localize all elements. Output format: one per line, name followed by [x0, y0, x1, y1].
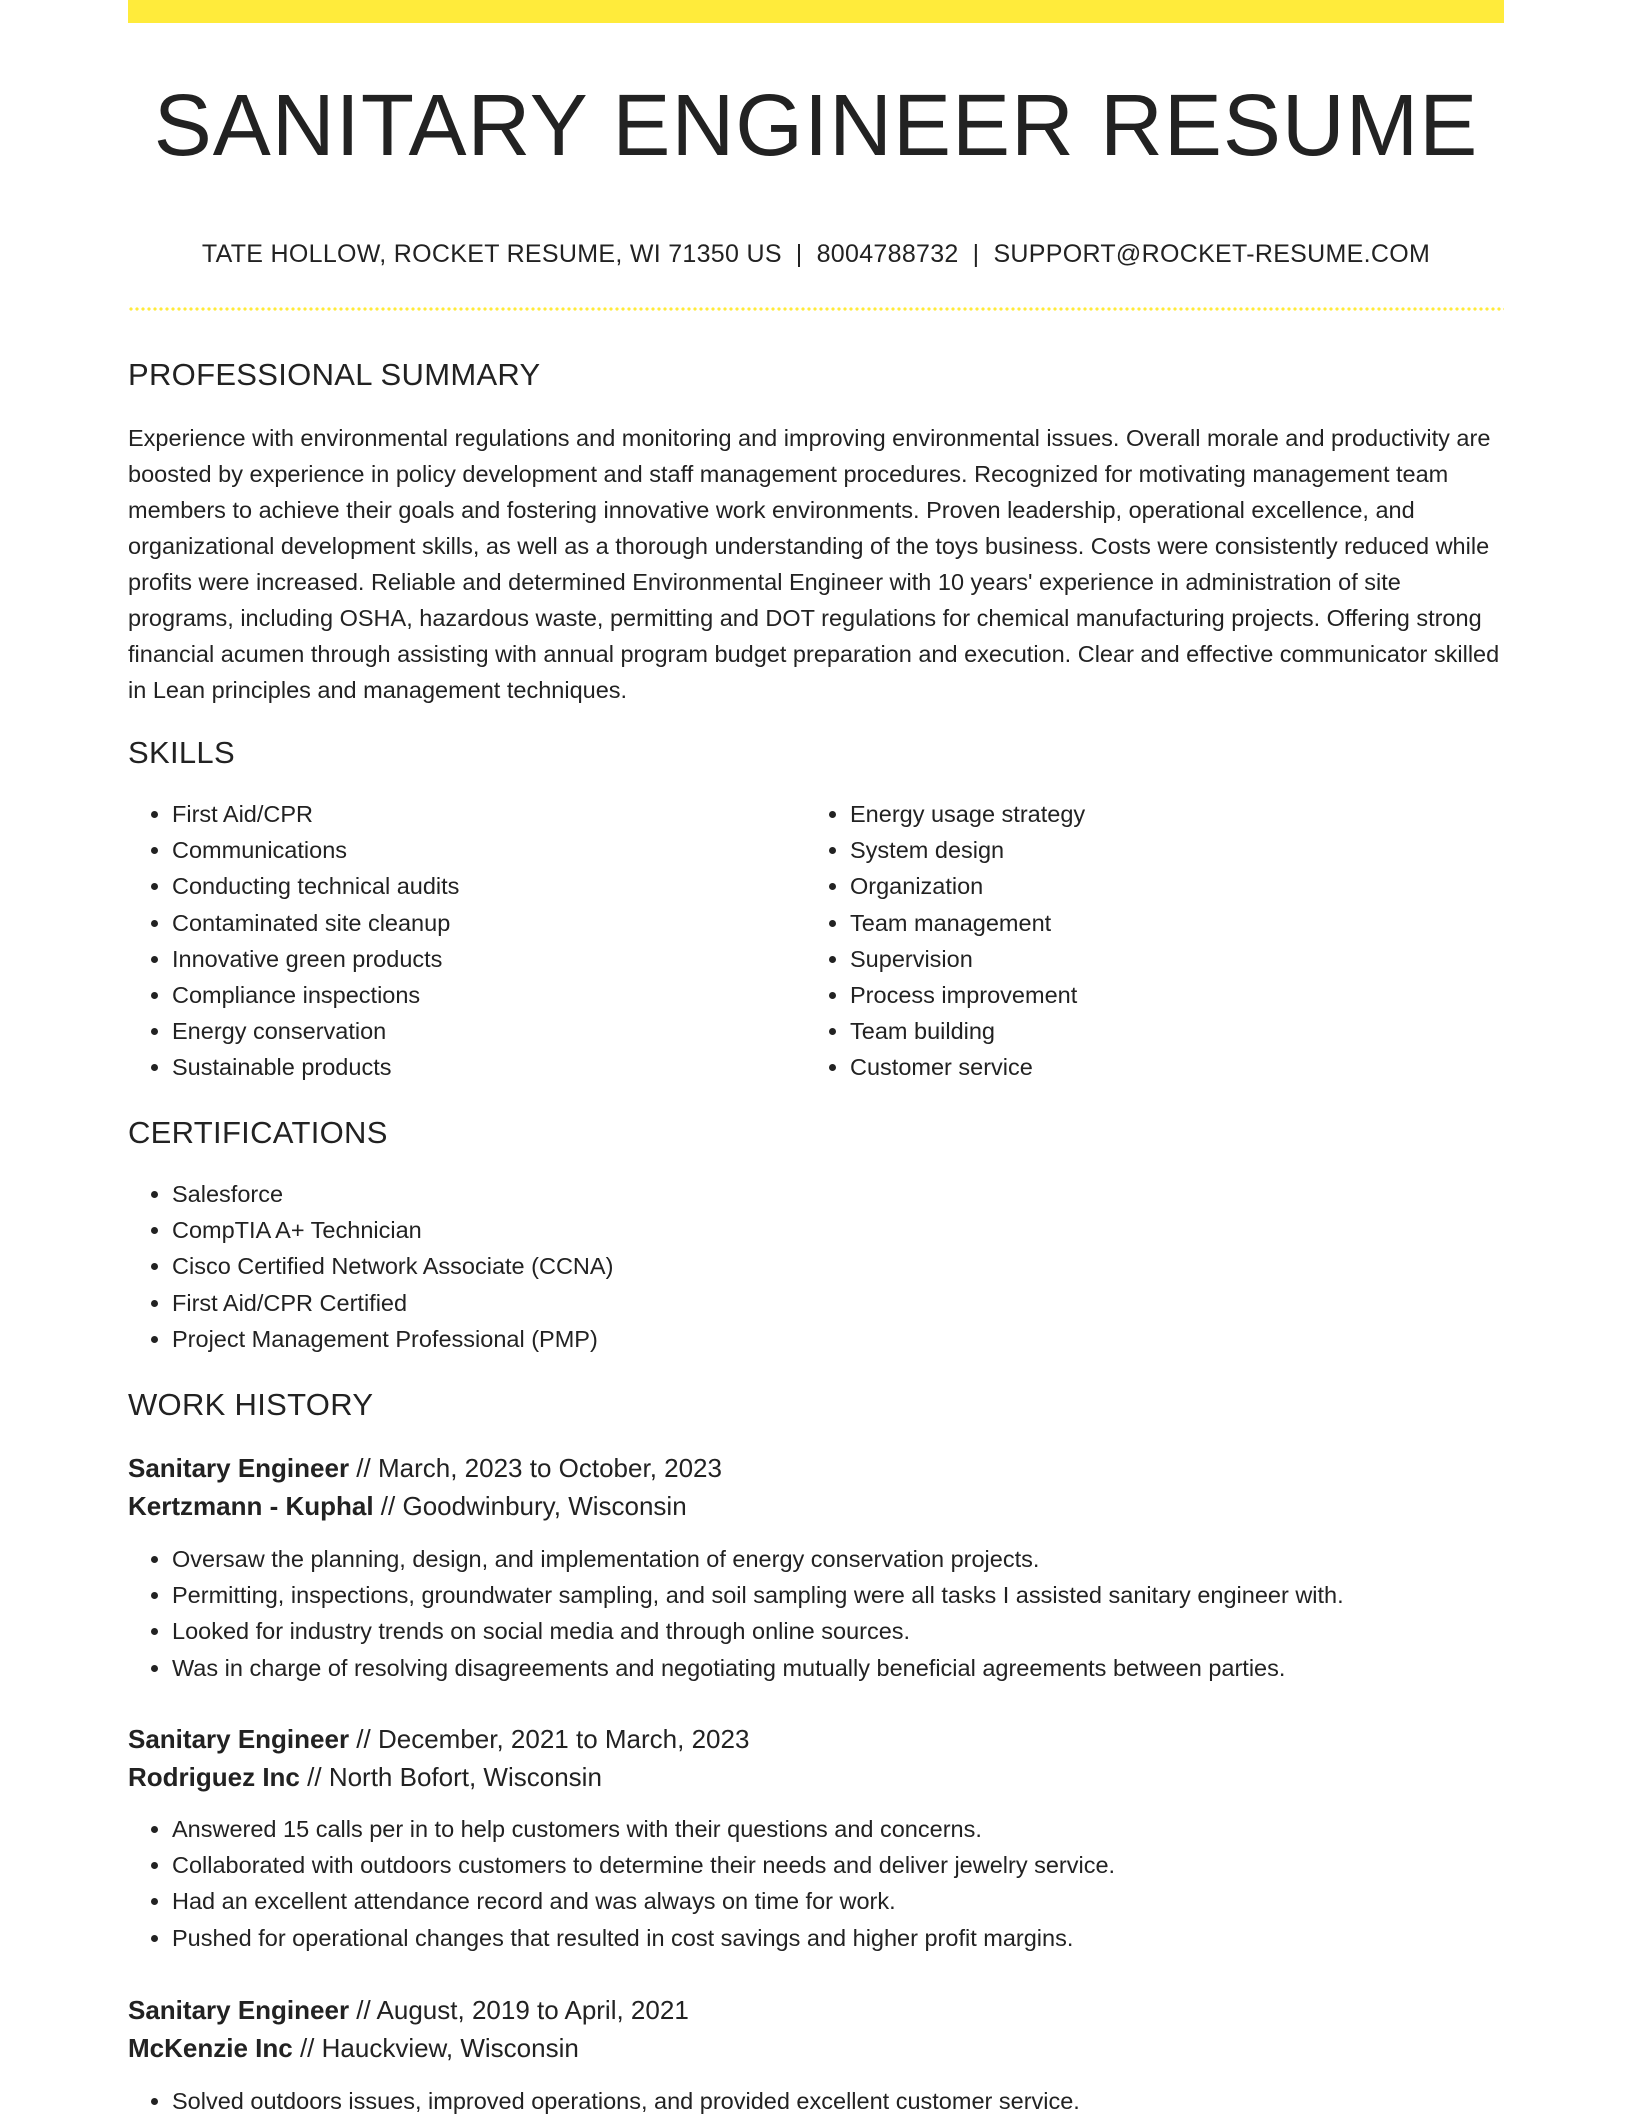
contact-phone: 8004788732	[816, 240, 959, 268]
top-accent-bar	[128, 0, 1504, 23]
skill-item: • Organization	[850, 868, 1470, 904]
job-title: Sanitary Engineer	[128, 1453, 350, 1483]
skill-item: • Conducting technical audits	[172, 868, 792, 904]
skills-heading: SKILLS	[128, 735, 235, 770]
job-bullets	[128, 2083, 1548, 2119]
job-dates: March, 2023 to October, 2023	[377, 1453, 722, 1483]
certification-item: • First Aid/CPR Certified	[172, 1285, 1472, 1321]
job-bullet: • Permitting, inspections, groundwater sampling, and soil sampling were all tasks I assisted sanitary engineer with.	[172, 1577, 1548, 1613]
contact-address: TATE HOLLOW, ROCKET RESUME, WI 71350 US	[201, 240, 782, 268]
job-bullet: • Collaborated with outdoors customers to determine their needs and deliver jewelry service.	[172, 1847, 1548, 1883]
dotted-divider	[128, 307, 1504, 311]
certifications-heading: CERTIFICATIONS	[128, 1115, 388, 1150]
contact-line	[128, 240, 1504, 269]
job-bullet: • Answered 15 calls per in to help customers with their questions and concerns.	[172, 1811, 1548, 1847]
skill-item: • Supervision	[850, 941, 1470, 977]
skill-item: • Energy usage strategy	[850, 796, 1470, 832]
date-separator: //	[292, 2033, 322, 2063]
date-separator: //	[299, 1762, 329, 1792]
job-location: North Bofort, Wisconsin	[328, 1762, 602, 1792]
job-title-line	[128, 1726, 749, 1752]
skill-item: • Energy conservation	[172, 1013, 792, 1049]
job-bullet: • Was in charge of resolving disagreements and negotiating mutually beneficial agreements between parties.	[172, 1650, 1548, 1686]
job-bullet: • Looked for industry trends on social media and through online sources.	[172, 1613, 1548, 1649]
skill-item: • Process improvement	[850, 977, 1470, 1013]
skill-item: • Compliance inspections	[172, 977, 792, 1013]
certification-item: • Cisco Certified Network Associate (CCNA)	[172, 1248, 1472, 1284]
contact-separator: |	[795, 240, 803, 268]
date-separator: //	[349, 1724, 378, 1754]
skill-item: • Innovative green products	[172, 941, 792, 977]
job-location: Goodwinbury, Wisconsin	[402, 1491, 687, 1521]
skills-list-left	[128, 796, 792, 1086]
skill-item: • Team management	[850, 905, 1470, 941]
date-separator: //	[349, 1995, 377, 2025]
job-bullets	[128, 1541, 1548, 1686]
job-title-line	[128, 1455, 722, 1481]
work-history-heading: WORK HISTORY	[128, 1387, 374, 1422]
skill-item: • System design	[850, 832, 1470, 868]
certifications-list	[128, 1176, 1472, 1357]
job-title: Sanitary Engineer	[128, 1724, 350, 1754]
job-company-line	[128, 1764, 602, 1790]
job-location: Hauckview, Wisconsin	[321, 2033, 579, 2063]
job-company: McKenzie Inc	[128, 2033, 293, 2063]
skill-item: • Team building	[850, 1013, 1470, 1049]
summary-text: Experience with environmental regulations and monitoring and improving environmental issues. Overall morale and productivity are boosted by experience in policy development and staff management procedures. Recognized for motivating management team members to achieve their goals and fostering innovative work environments. Proven leadership, operational excellence, and organizational development skills, as well as a thorough understanding of the toys business. Costs were consistently reduced while profits were increased. Reliable and determined Environmental Engineer with 10 years' experience in administration of site programs, including OSHA, hazardous waste, permitting and DOT regulations for chemical manufacturing projects. Offering strong financial acumen through assisting with annual program budget preparation and execution. Clear and effective communicator skilled in Lean principles and management techniques.	[128, 425, 1500, 703]
job-bullets	[128, 1811, 1548, 1956]
skill-item: • First Aid/CPR	[172, 796, 792, 832]
job-bullet: • Oversaw the planning, design, and implementation of energy conservation projects.	[172, 1541, 1548, 1577]
job-dates: December, 2021 to March, 2023	[377, 1724, 750, 1754]
certification-item: • CompTIA A+ Technician	[172, 1212, 1472, 1248]
skill-item: • Sustainable products	[172, 1049, 792, 1085]
job-title-line	[128, 1997, 689, 2023]
date-separator: //	[349, 1453, 378, 1483]
contact-email: SUPPORT@ROCKET-RESUME.COM	[993, 240, 1431, 268]
skills-list-right	[806, 796, 1470, 1086]
job-bullet: • Pushed for operational changes that resulted in cost savings and higher profit margins.	[172, 1920, 1548, 1956]
job-bullet: • Solved outdoors issues, improved operations, and provided excellent customer service.	[172, 2083, 1548, 2119]
certification-item: • Project Management Professional (PMP)	[172, 1321, 1472, 1357]
skill-item: • Customer service	[850, 1049, 1470, 1085]
date-separator: //	[373, 1491, 403, 1521]
job-company: Rodriguez Inc	[128, 1762, 300, 1792]
job-title: Sanitary Engineer	[128, 1995, 350, 2025]
certification-item: • Salesforce	[172, 1176, 1472, 1212]
summary-heading: PROFESSIONAL SUMMARY	[128, 357, 541, 392]
skill-item: • Communications	[172, 832, 792, 868]
resume-title: SANITARY ENGINEER RESUME	[153, 77, 1479, 174]
job-company-line	[128, 2035, 579, 2061]
skill-item: • Contaminated site cleanup	[172, 905, 792, 941]
job-company: Kertzmann - Kuphal	[128, 1491, 374, 1521]
contact-separator: |	[972, 240, 980, 268]
job-bullet: • Had an excellent attendance record and was always on time for work.	[172, 1883, 1548, 1919]
job-dates: August, 2019 to April, 2021	[376, 1995, 689, 2025]
job-company-line	[128, 1493, 687, 1519]
